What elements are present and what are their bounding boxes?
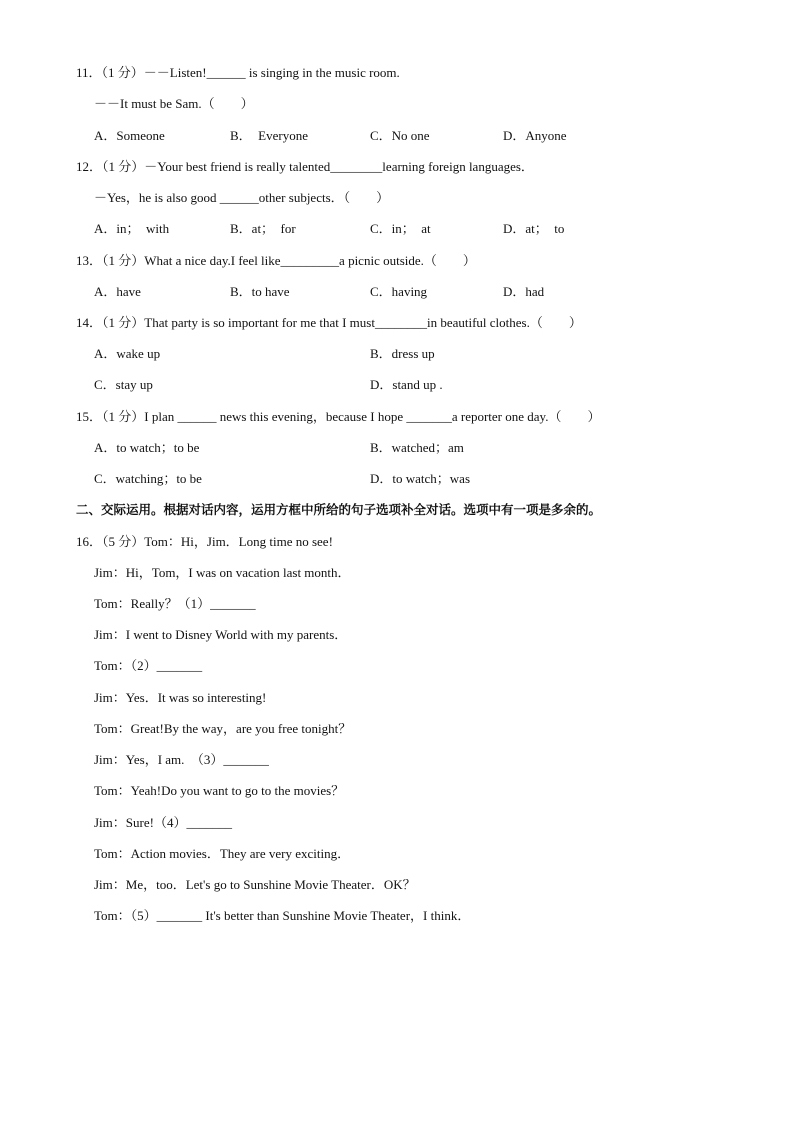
question-14-option-d: D．stand up . xyxy=(370,377,443,392)
question-13-option-d: D．had xyxy=(503,284,545,299)
question-13-stem: 13．（1 分）What a nice day.I feel like_________a picnic outside.（ ） xyxy=(76,253,476,268)
question-11-option-a: A．Someone xyxy=(94,128,165,143)
dialogue-line: Jim：I went to Disney World with my parents． xyxy=(94,627,348,642)
question-12-option-a: A．in； with xyxy=(94,221,170,236)
question-12-option-c: C．in； at xyxy=(370,221,431,236)
dialogue-line: Jim：Hi，Tom，I was on vacation last month． xyxy=(94,565,351,580)
question-12-option-d: D．at； to xyxy=(503,221,565,236)
dialogue-line: Tom：Yeah!Do you want to go to the movies？ xyxy=(94,783,345,798)
question-13-option-c: C．having xyxy=(370,284,428,299)
question-11-option-b: B． Everyone xyxy=(230,128,308,143)
dialogue-line: Tom：Great!By the way，are you free tonight？ xyxy=(94,721,352,736)
dialogue-line: Jim：Yes，I am. （3）_______ xyxy=(94,752,269,767)
question-12-option-b: B．at； for xyxy=(230,221,296,236)
question-14-option-c: C．stay up xyxy=(94,377,153,392)
question-13-option-b: B．to have xyxy=(230,284,290,299)
dialogue-line: Jim：Me，too．Let's go to Sunshine Movie Theater．OK？ xyxy=(94,877,416,892)
dialogue-line: Tom：（5）_______ It's better than Sunshine Movie Theater，I think． xyxy=(94,908,471,923)
question-15-option-c: C．watching；to be xyxy=(94,471,202,486)
section-heading: 二、交际运用。根据对话内容，运用方框中所给的句子选项补全对话。选项中有一项是多余的。 xyxy=(76,502,602,517)
question-14-option-a: A．wake up xyxy=(94,346,161,361)
question-15-option-b: B．watched；am xyxy=(370,440,464,455)
question-15-option-a: A．to watch；to be xyxy=(94,440,200,455)
question-11-stem: 11．（1 分）－－Listen!______ is singing in the music room. xyxy=(76,65,400,80)
question-15-option-d: D．to watch；was xyxy=(370,471,471,486)
question-11-sub: －－It must be Sam.（ ） xyxy=(94,96,254,111)
question-15-stem: 15．（1 分）I plan ______ news this evening，because I hope _______a reporter one day.（ ） xyxy=(76,409,601,424)
question-14-stem: 14．（1 分）That party is so important for me that I must________in beautiful clothes.（ ） xyxy=(76,315,582,330)
question-14-option-b: B．dress up xyxy=(370,346,435,361)
dialogue-line: Jim：Sure!（4）_______ xyxy=(94,815,232,830)
question-11-option-d: D．Anyone xyxy=(503,128,567,143)
dialogue-line: Tom：Action movies．They are very exciting． xyxy=(94,846,351,861)
dialogue-line: Jim：Yes．It was so interesting! xyxy=(94,690,267,705)
question-16-stem: 16．（5 分）Tom：Hi，Jim．Long time no see! xyxy=(76,534,333,549)
question-13-option-a: A．have xyxy=(94,284,141,299)
dialogue-line: Tom：（2）_______ xyxy=(94,658,203,673)
question-12-stem: 12．（1 分）－Your best friend is really talented________learning foreign languages． xyxy=(76,159,534,174)
dialogue-line: Tom：Really？（1）_______ xyxy=(94,596,256,611)
question-12-sub: －Yes，he is also good ______other subjects．（ ） xyxy=(94,190,390,205)
question-11-option-c: C．No one xyxy=(370,128,430,143)
